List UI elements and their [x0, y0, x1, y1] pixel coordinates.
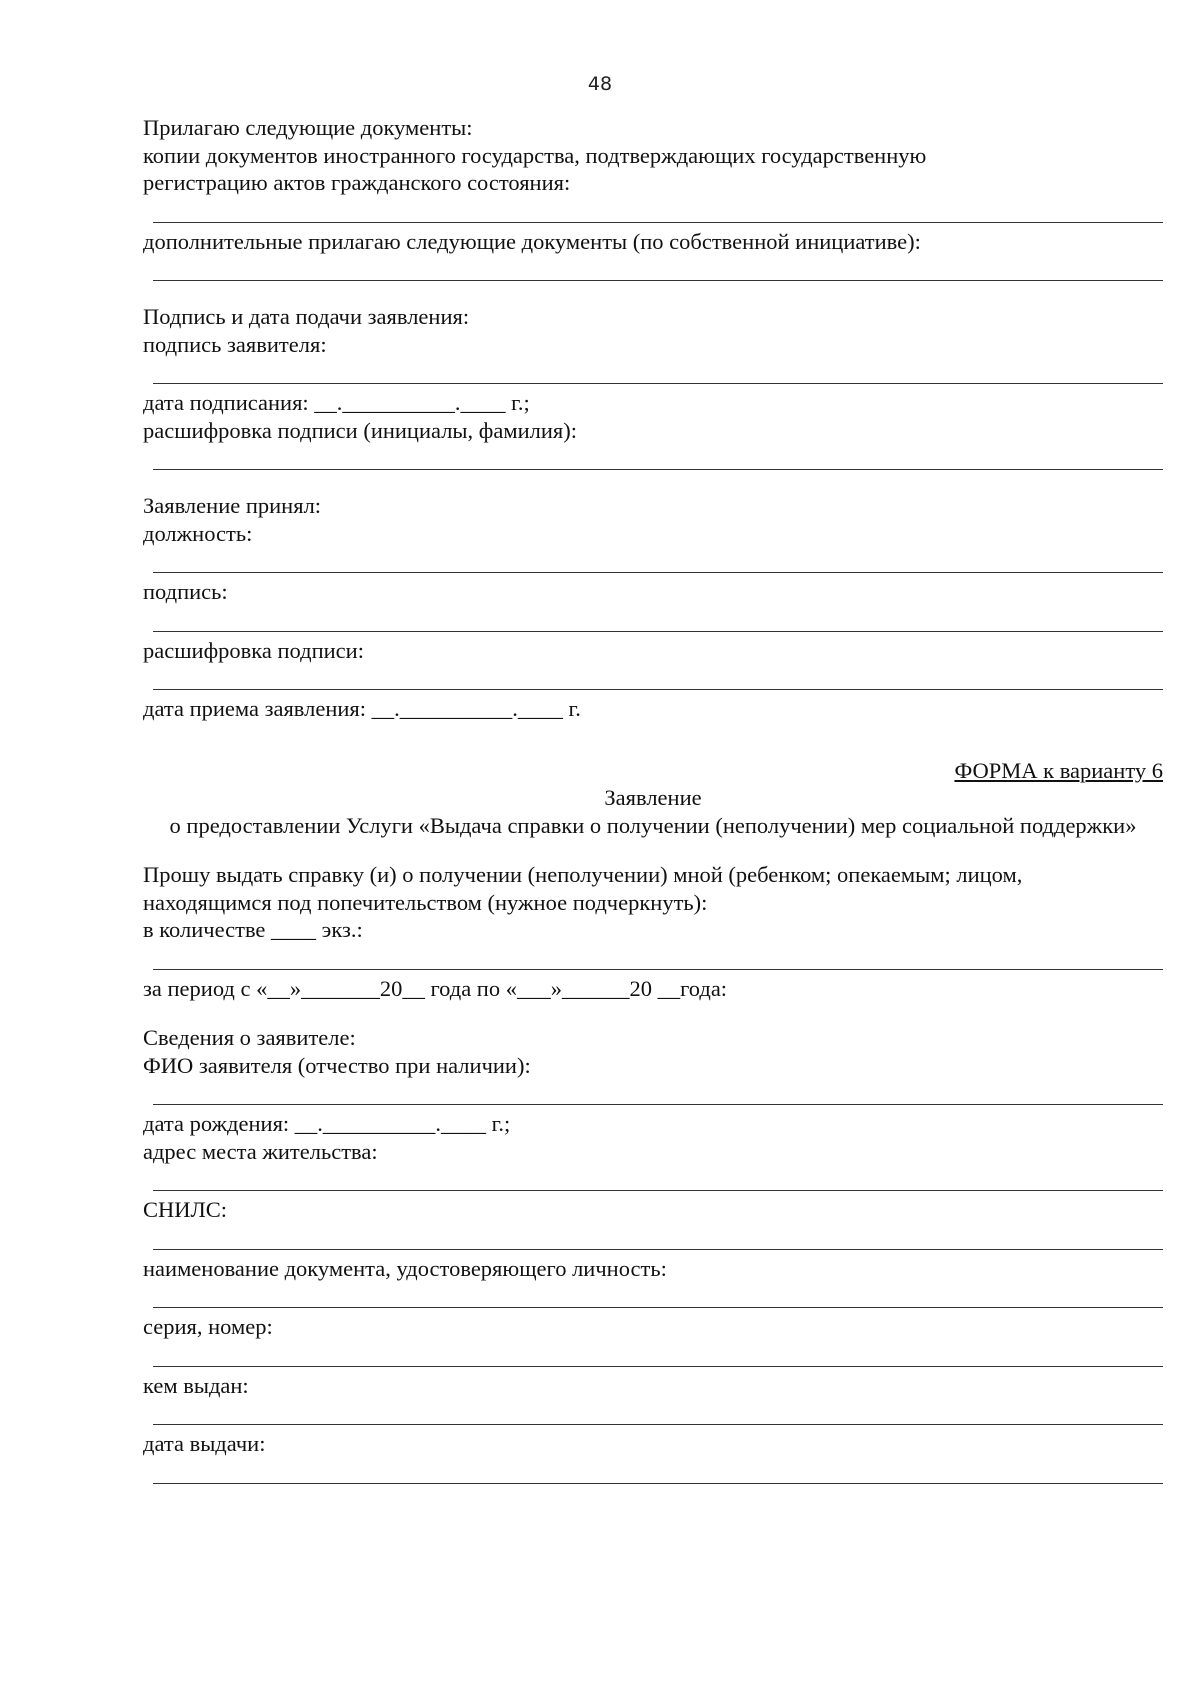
fill-line-position[interactable] [153, 572, 1163, 573]
request-line-1: Прошу выдать справку (и) о получении (неполучении) мной (ребенком; опекаемым; лицом, [143, 862, 1023, 887]
fill-line-foreign-docs[interactable] [153, 222, 1163, 223]
signature-decode-label: расшифровка подписи (инициалы, фамилия): [143, 417, 578, 443]
form-subtitle: о предоставлении Услуги «Выдача справки о получении (неполучении) мер социальной поддержки» [169, 812, 1137, 838]
accepted-heading: Заявление принял: [143, 493, 322, 518]
fill-line-signature-decode-short[interactable] [153, 689, 1163, 690]
fill-line-applicant-signature[interactable] [153, 383, 1163, 384]
form-title-block [143, 784, 1163, 839]
applicant-signature-label: подпись заявителя: [143, 331, 327, 357]
acceptance-date-label: дата приема заявления: __.__________.____ г. [143, 696, 581, 721]
fill-line-full-name[interactable] [153, 1104, 1163, 1105]
attached-heading: Прилагаю следующие документы: [143, 115, 473, 140]
fill-line-signature-decode[interactable] [153, 469, 1163, 470]
position-label: должность: [143, 520, 253, 546]
attached-line-2: регистрацию актов гражданского состояния: [143, 170, 571, 195]
period-label: за период с «__»_______20__ года по «___»______20 __года: [143, 975, 728, 1001]
fill-line-snils[interactable] [153, 1249, 1163, 1250]
fill-line-signature[interactable] [153, 631, 1163, 632]
sign-date-label: дата подписания: __.__________.____ г.; [143, 390, 530, 415]
fill-line-copies[interactable] [153, 969, 1163, 970]
birth-date-label: дата рождения: __.__________.____ г.; [143, 1111, 511, 1136]
id-document-label: наименование документа, удостоверяющего личность: [143, 1255, 667, 1281]
form-variant-6 [143, 757, 1163, 1484]
signature-heading: Подпись и дата подачи заявления: [143, 304, 470, 329]
signature-decode-short-label: расшифровка подписи: [143, 637, 364, 663]
page-number: 48 [587, 73, 613, 95]
request-line-2: находящимся под попечительством (нужное подчеркнуть): [143, 889, 708, 915]
form-title: Заявление [604, 785, 702, 810]
signature-label: подпись: [143, 579, 228, 604]
snils-label: СНИЛС: [143, 1197, 228, 1222]
issued-by-label: кем выдан: [143, 1372, 249, 1398]
fill-line-address[interactable] [153, 1190, 1163, 1191]
fill-line-id-document[interactable] [153, 1307, 1163, 1308]
fill-line-series-number[interactable] [153, 1366, 1163, 1367]
applicant-heading: Сведения о заявителе: [143, 1025, 356, 1050]
fill-line-issued-by[interactable] [153, 1424, 1163, 1425]
fill-line-issue-date[interactable] [153, 1483, 1163, 1484]
attached-line-1: копии документов иностранного государства, подтверждающих государственную [143, 142, 927, 168]
form-label: ФОРМА к варианту 6 [954, 757, 1163, 783]
additional-docs-label: дополнительные прилагаю следующие документы (по собственной инициативе): [143, 228, 921, 254]
full-name-label: ФИО заявителя (отчество при наличии): [143, 1052, 531, 1078]
address-label: адрес места жительства: [143, 1138, 378, 1164]
document-body [143, 114, 1163, 1489]
series-number-label: серия, номер: [143, 1314, 273, 1339]
issue-date-label: дата выдачи: [143, 1431, 266, 1456]
copies-label: в количестве ____ экз.: [143, 917, 363, 942]
fill-line-additional-docs[interactable] [153, 280, 1163, 281]
